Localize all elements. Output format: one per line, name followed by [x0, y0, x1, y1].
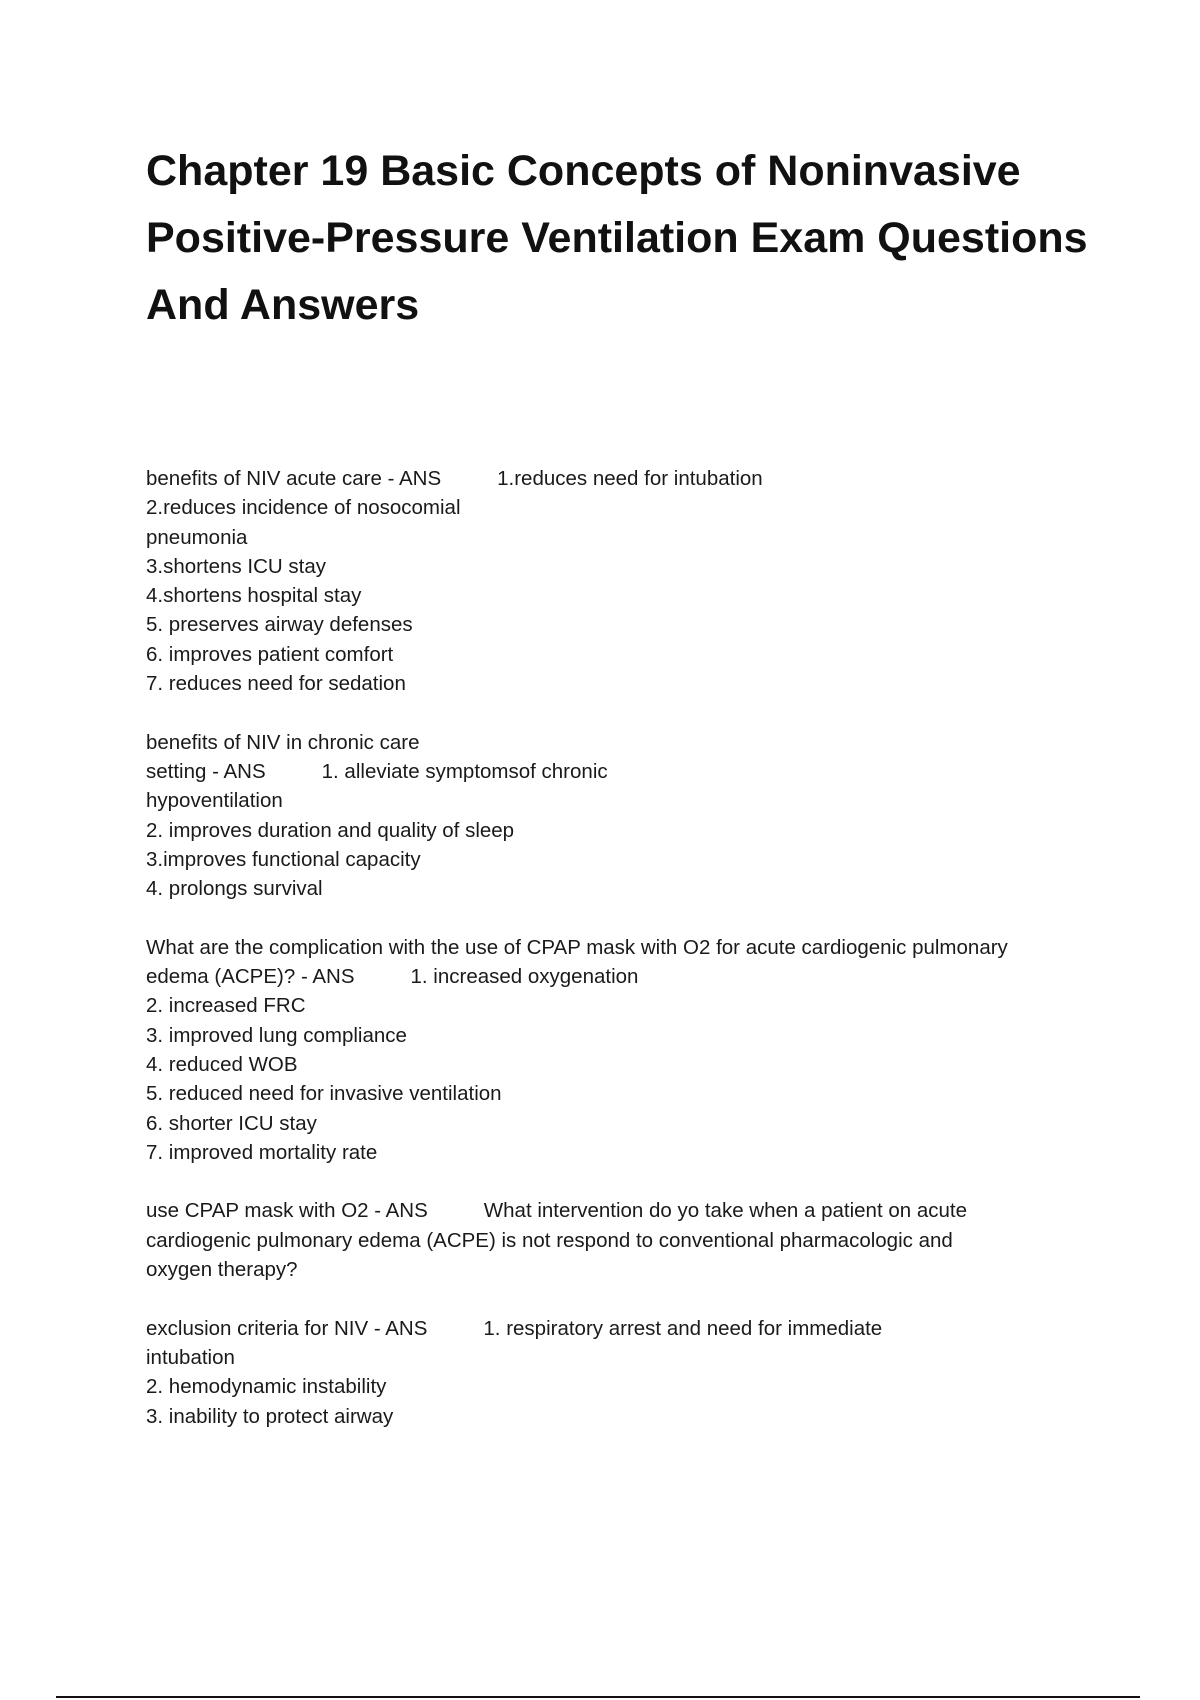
question-text: benefits of NIV in chronic care: [146, 730, 420, 754]
qa-item: [146, 1196, 1096, 1284]
question-label: setting - ANS: [146, 759, 266, 783]
question-label: edema (ACPE)? - ANS: [146, 965, 355, 989]
answer-line: hypoventilation: [146, 789, 283, 813]
question-answer-line: [146, 757, 1096, 786]
qa-item: [146, 933, 1096, 1167]
qa-item: [146, 1314, 1096, 1431]
answer-line: oxygen therapy?: [146, 1258, 298, 1282]
answer-line: 3. inability to protect airway: [146, 1404, 394, 1428]
question-answer-line: [146, 464, 1096, 493]
page-footer-rule: [56, 1696, 1140, 1698]
answer-line: 7. improved mortality rate: [146, 1140, 378, 1164]
question-label: use CPAP mask with O2 - ANS: [146, 1199, 428, 1223]
answer-line: 3.shortens ICU stay: [146, 554, 327, 578]
answer-line: 2. increased FRC: [146, 994, 306, 1018]
answer-line: 2. hemodynamic instability: [146, 1375, 387, 1399]
answer-line: 2.reduces incidence of nosocomial: [146, 496, 461, 520]
qa-item: [146, 728, 1096, 904]
answer-line: 6. shorter ICU stay: [146, 1111, 317, 1135]
answer-line: pneumonia: [146, 525, 248, 549]
answer-text: 1. alleviate symptomsof chronic: [321, 759, 608, 783]
question-answer-line: [146, 962, 1096, 991]
answer-text: 1. respiratory arrest and need for immediate: [483, 1316, 883, 1340]
question-answer-line: [146, 1196, 1096, 1225]
answer-text: What intervention do yo take when a patient on acute: [483, 1199, 967, 1223]
answer-line: 4. reduced WOB: [146, 1052, 298, 1076]
answer-line: 4.shortens hospital stay: [146, 584, 362, 608]
answer-line: 4. prolongs survival: [146, 877, 323, 901]
answer-line: 3. improved lung compliance: [146, 1023, 407, 1047]
answer-line: 7. reduces need for sedation: [146, 672, 406, 696]
answer-text: 1. increased oxygenation: [410, 965, 639, 989]
answer-line: 6. improves patient comfort: [146, 642, 394, 666]
question-label: benefits of NIV acute care - ANS: [146, 467, 442, 490]
question-label: exclusion criteria for NIV - ANS: [146, 1316, 428, 1340]
answer-line: cardiogenic pulmonary edema (ACPE) is not respond to conventional pharmacologic and: [146, 1228, 953, 1252]
question-answer-line: [146, 1314, 1096, 1343]
qa-content: [146, 464, 1096, 1460]
document-title: Chapter 19 Basic Concepts of Noninvasive Positive-Pressure Ventilation Exam Questions And Answers: [146, 147, 1088, 329]
answer-line: intubation: [146, 1345, 235, 1369]
answer-line: 2. improves duration and quality of sleep: [146, 818, 515, 842]
answer-line: 5. preserves airway defenses: [146, 613, 413, 637]
answer-line: 3.improves functional capacity: [146, 847, 421, 871]
answer-line: 5. reduced need for invasive ventilation: [146, 1082, 502, 1106]
question-text: What are the complication with the use of CPAP mask with O2 for acute cardiogenic pulmonary: [146, 935, 1008, 959]
qa-item: [146, 464, 1096, 698]
answer-text: 1.reduces need for intubation: [497, 467, 763, 490]
